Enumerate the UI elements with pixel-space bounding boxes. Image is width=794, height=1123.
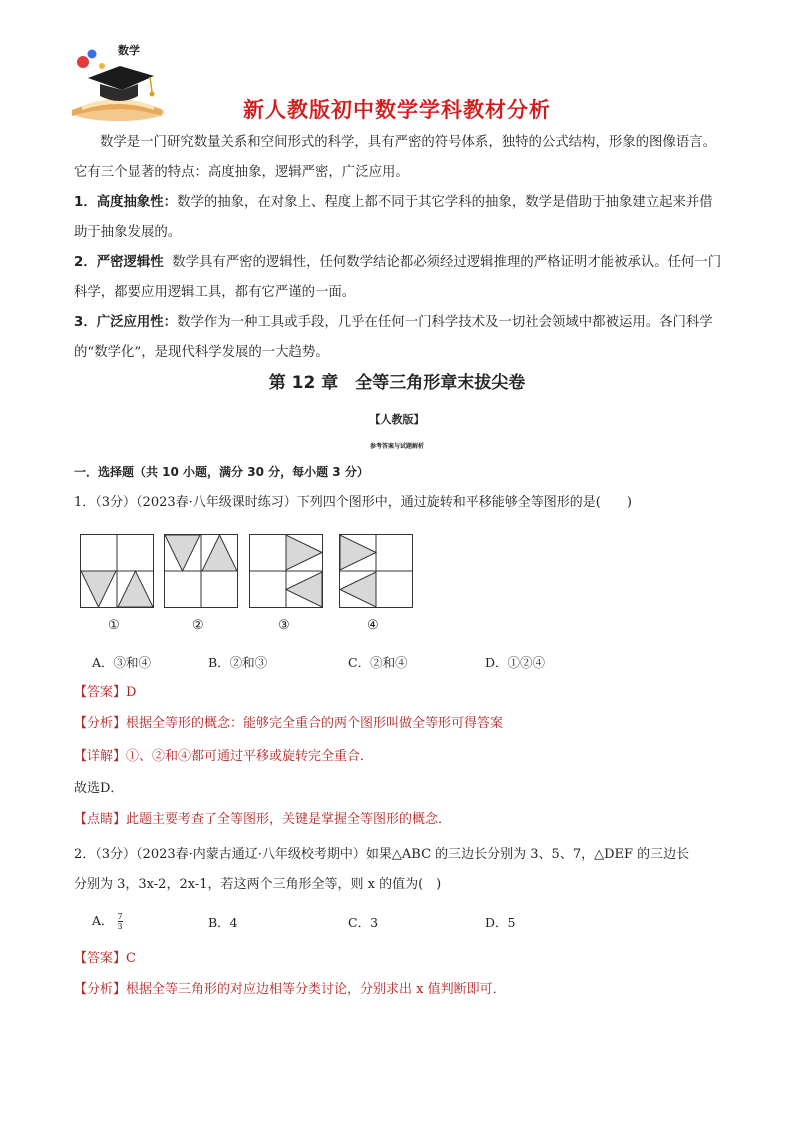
figure-2 <box>164 534 238 608</box>
q2-option-a <box>92 911 123 931</box>
q2-option-a-fraction <box>118 912 123 931</box>
figure-1-label: ① <box>108 618 120 633</box>
fraction-numerator: 7 <box>117 912 123 921</box>
feature-3-text: 数学作为一种工具或手段，几乎在任何一门科学技术及一切社会领域中都被运用。各门科学的“数学化”，是现代科学发展的一大趋势。 <box>74 315 713 360</box>
q1-option-c: C．②和④ <box>348 655 408 670</box>
edition-label: 【人教版】 <box>369 413 425 426</box>
analysis-tag: 【分析】 <box>74 982 127 997</box>
feature-1-label: 1．高度抽象性： <box>74 195 178 210</box>
q2-analysis <box>74 980 734 1000</box>
q2-answer <box>74 949 734 969</box>
chapter-title: 第 12 章 全等三角形章末拔尖卷 <box>268 373 526 393</box>
figure-3-label: ③ <box>278 618 290 633</box>
analysis-text: 根据全等形的概念：能够完全重合的两个图形叫做全等形可得答案 <box>126 716 504 731</box>
feature-2-label: 2．严密逻辑性 <box>74 255 164 270</box>
answer-reference-label: 参考答案与试题解析 <box>369 443 424 450</box>
feature-1-text: 数学的抽象，在对象上、程度上都不同于其它学科的抽象，数学是借助于抽象建立起来并借助于抽象发展的。 <box>74 195 713 240</box>
q2-stem-line-2: 分别为 3，3x-2，2x-1，若这两个三角形全等，则 x 的值为( ) <box>74 877 442 892</box>
comment-text: 此题主要考查了全等图形，关键是掌握全等图形的概念． <box>126 812 452 827</box>
figure-3 <box>249 534 323 608</box>
q1-option-b: B．②和③ <box>208 655 268 670</box>
q1-stem: 1．（3分）（2023春·八年级课时练习）下列四个图形中，通过旋转和平移能够全等图形的是( ) <box>74 495 632 510</box>
page-title: 新人教版初中数学学科教材分析 <box>243 98 551 122</box>
q1-option-d: D．①②④ <box>485 655 546 670</box>
q1-comment <box>74 810 734 830</box>
figure-4 <box>339 534 413 608</box>
answer-tag: 【答案】 <box>74 685 127 700</box>
figure-1 <box>80 534 154 608</box>
q2-option-d: D．5 <box>485 915 516 930</box>
feature-2 <box>74 248 724 308</box>
detail-text: ①、②和④都可通过平移或旋转完全重合． <box>126 749 374 764</box>
feature-1 <box>74 188 724 248</box>
figure-4-label: ④ <box>367 618 379 633</box>
q1-answer <box>74 683 734 703</box>
logo-text: 数学 <box>118 44 140 57</box>
intro-paragraph: 数学是一门研究数量关系和空间形式的科学，具有严密的符号体系，独特的公式结构，形象的图像语言。它有三个显著的特点：高度抽象，逻辑严密，广泛应用。 <box>74 135 716 180</box>
detail-tag: 【详解】 <box>74 749 127 764</box>
q1-option-a: A．③和④ <box>92 655 152 670</box>
analysis-tag: 【分析】 <box>74 716 127 731</box>
section-heading: 一．选择题（共 10 小题，满分 30 分，每小题 3 分） <box>74 465 369 479</box>
feature-3-label: 3．广泛应用性： <box>74 315 178 330</box>
q2-option-b: B．4 <box>208 915 238 930</box>
q1-analysis <box>74 714 734 734</box>
figure-2-label: ② <box>192 618 204 633</box>
fraction-denominator: 3 <box>117 922 123 931</box>
answer-value: C <box>126 951 136 966</box>
q2-option-c: C．3 <box>348 915 379 930</box>
comment-tag: 【点睛】 <box>74 812 127 827</box>
q2-stem-line-1: 2．（3分）（2023春·内蒙古通辽·八年级校考期中）如果△ABC 的三边长分别为 3、5、7，△DEF 的三边长 <box>74 847 690 862</box>
q2-option-a-prefix: A． <box>92 913 114 928</box>
feature-3 <box>74 308 724 368</box>
q1-conclusion: 故选D． <box>74 781 124 796</box>
answer-value: D <box>126 685 137 700</box>
feature-2-text: 数学具有严密的逻辑性，任何数学结论都必须经过逻辑推理的严格证明才能被承认。任何一门科学，都要应用逻辑工具，都有它严谨的一面。 <box>74 255 722 300</box>
analysis-text: 根据全等三角形的对应边相等分类讨论，分别求出 x 值判断即可． <box>126 982 506 997</box>
q1-detail <box>74 747 734 767</box>
answer-tag: 【答案】 <box>74 951 127 966</box>
